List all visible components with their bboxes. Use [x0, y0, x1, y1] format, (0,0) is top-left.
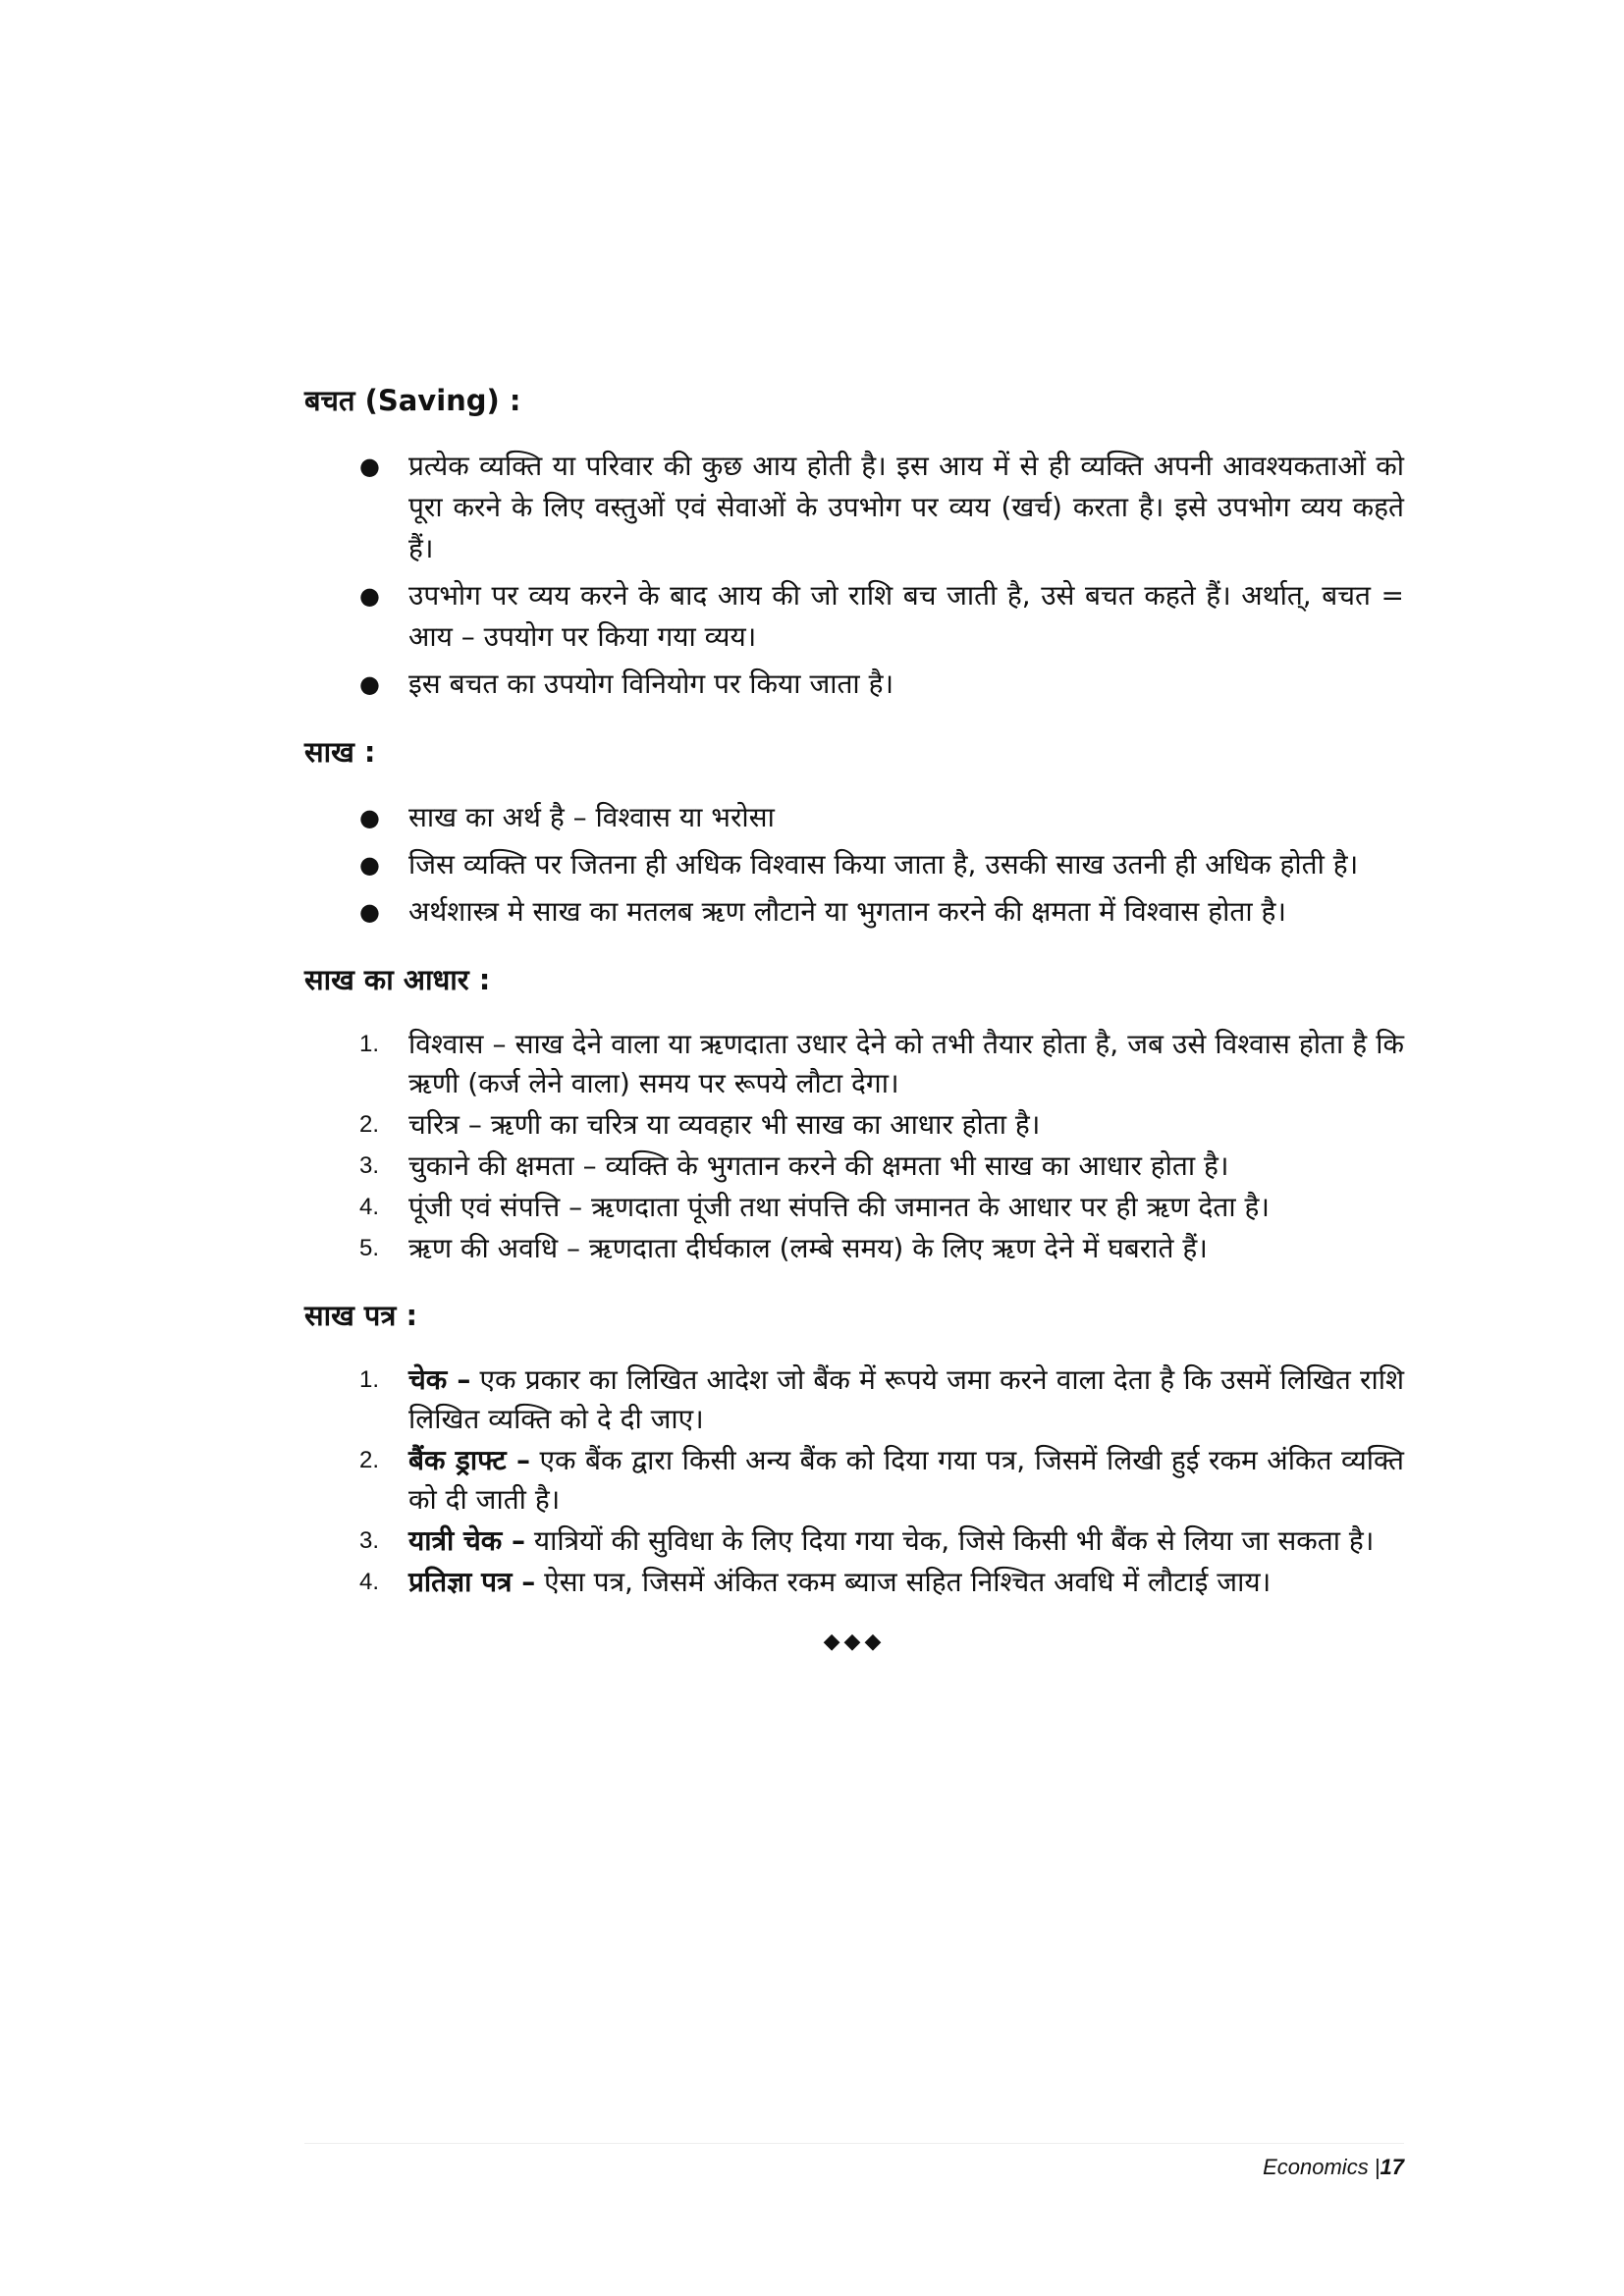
list-item: 1. चेक – एक प्रकार का लिखित आदेश जो बैंक में रूपये जमा करने वाला देता है कि उसमें लिखित राशि लिखित व्यक्ति को दे दी जाए। [359, 1363, 1404, 1435]
list-item: 2. बैंक ड्राफ्ट – एक बैंक द्वारा किसी अन्य बैंक को दिया गया पत्र, जिसमें लिखी हुई रकम अंकित व्यक्ति को दी जाती है। [359, 1444, 1404, 1516]
section-credit-basis [304, 960, 1404, 1268]
section-credit [304, 732, 1404, 933]
footer-subject: Economics | [1263, 2155, 1380, 2179]
bullet-icon: ● [359, 851, 380, 879]
bullet-icon: ● [359, 453, 380, 480]
term-label: यात्री चेक – [408, 1524, 525, 1557]
page-footer [304, 2153, 1404, 2182]
numbered-list-credit-instruments [304, 1361, 1404, 1602]
term-label: प्रतिज्ञा पत्र – [408, 1566, 536, 1598]
list-item: ● प्रत्येक व्यक्ति या परिवार की कुछ आय होती है। इस आय में से ही व्यक्ति अपनी आवश्यकताओं को पूरा करने के लिए वस्तुओं एवं सेवाओं के उपभोग पर व्यय (खर्च) करता है। इसे उपभोग व्यय कहते हैं। [304, 446, 1404, 569]
list-item: 3. यात्री चेक – यात्रियों की सुविधा के लिए दिया गया चेक, जिसे किसी भी बैंक से लिया जा सकता है। [359, 1524, 1375, 1557]
term-label: चेक – [408, 1363, 471, 1396]
term-label: बैंक ड्राफ्ट – [408, 1444, 530, 1476]
list-item: 4. पूंजी एवं संपत्ति – ऋणदाता पूंजी तथा संपत्ति की जमानत के आधार पर ही ऋण देता है। [359, 1191, 1270, 1223]
section-heading-saving: बचत (Saving) : [304, 384, 521, 417]
section-heading-credit-basis: साख का आधार : [304, 963, 491, 996]
list-item: 5. ऋण की अवधि – ऋणदाता दीर्घकाल (लम्बे समय) के लिए ऋण देने में घबराते हैं। [359, 1232, 1208, 1264]
section-credit-instruments [304, 1296, 1404, 1602]
section-heading-credit-instruments: साख पत्र : [304, 1299, 418, 1332]
list-item: ● अर्थशास्त्र मे साख का मतलब ऋण लौटाने या भुगतान करने की क्षमता में विश्वास होता है। [304, 891, 1404, 933]
page-number: 17 [1380, 2155, 1404, 2179]
section-divider: ◆◆◆ [823, 1629, 886, 1654]
numbered-list-credit-basis [304, 1025, 1404, 1268]
list-item: 3. चुकाने की क्षमता – व्यक्ति के भुगतान करने की क्षमता भी साख का आधार होता है। [359, 1149, 1229, 1182]
bullet-icon: ● [359, 804, 380, 831]
list-item: 1. विश्वास – साख देने वाला या ऋणदाता उधार देने को तभी तैयार होता है, जब उसे विश्वास होता है कि ऋणी (कर्ज लेने वाला) समय पर रूपये लौटा देगा। [359, 1028, 1404, 1099]
section-saving [304, 381, 1404, 705]
list-item: 2. चरित्र – ऋणी का चरित्र या व्यवहार भी साख का आधार होता है। [359, 1108, 1041, 1141]
list-item: 4. प्रतिज्ञा पत्र – ऐसा पत्र, जिसमें अंकित रकम ब्याज सहित निश्चित अवधि में लौटाई जाय। [359, 1566, 1272, 1598]
list-item: ● साख का अर्थ है – विश्वास या भरोसा [304, 797, 1404, 838]
bullet-icon: ● [359, 670, 380, 698]
bullet-icon: ● [359, 898, 380, 926]
list-item: ● उपभोग पर व्यय करने के बाद आय की जो राशि बच जाती है, उसे बचत कहते हैं। अर्थात्, बचत = आय – उपयोग पर किया गया व्यय। [304, 575, 1404, 658]
bullet-icon: ● [359, 582, 380, 610]
footer-rule [304, 2143, 1404, 2144]
bullet-list-saving [304, 446, 1404, 705]
list-item: ● इस बचत का उपयोग विनियोग पर किया जाता है। [304, 664, 1404, 705]
list-item: ● जिस व्यक्ति पर जितना ही अधिक विश्वास किया जाता है, उसकी साख उतनी ही अधिक होती है। [304, 844, 1404, 885]
section-heading-credit: साख : [304, 735, 376, 769]
bullet-list-credit [304, 797, 1404, 933]
page-content [304, 381, 1404, 1654]
